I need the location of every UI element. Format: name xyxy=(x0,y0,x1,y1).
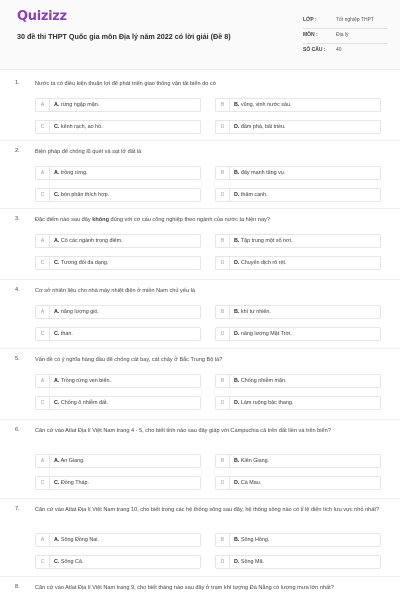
option-text xyxy=(54,328,73,340)
option-text xyxy=(234,477,261,489)
meta-row-grade xyxy=(303,14,388,29)
question-divider xyxy=(0,140,400,141)
option-value: vũng, vịnh nước sâu. xyxy=(240,102,292,108)
question-text xyxy=(35,148,385,157)
option-c[interactable] xyxy=(35,188,201,202)
option-text xyxy=(234,375,286,387)
option-value: năng lượng Mặt Trời. xyxy=(240,331,292,337)
option-b[interactable] xyxy=(215,374,381,388)
question-text-part: Căn cứ vào Atlat Địa lí Việt Nam trang 9, cho biết tháng nào sau đây ở trạm khí tượng Đà Nẵng có lượng mưa lớn nhất? xyxy=(35,585,334,591)
option-prefix: A. xyxy=(54,378,60,384)
question-number: 4. xyxy=(15,287,20,293)
option-letter-box: B xyxy=(216,534,230,546)
option-b[interactable] xyxy=(215,533,381,547)
option-prefix: B. xyxy=(234,458,240,464)
option-letter-box: C xyxy=(36,556,50,568)
question-text-part: Vấn đề có ý nghĩa hàng đầu để chống cát bay, cát chảy ở Bắc Trung Bộ là? xyxy=(35,357,223,363)
option-value: khí tự nhiên. xyxy=(240,309,271,315)
option-text xyxy=(234,235,292,247)
option-value: Tương đối đa dạng. xyxy=(60,260,109,266)
option-text xyxy=(54,167,88,179)
option-text xyxy=(234,189,268,201)
option-c[interactable] xyxy=(35,120,201,134)
option-prefix: B. xyxy=(234,170,240,176)
option-letter-box: D xyxy=(216,257,230,269)
option-value: Tập trung một số nơi. xyxy=(240,238,293,244)
option-text xyxy=(234,121,286,133)
option-d[interactable] xyxy=(215,120,381,134)
option-letter-box: B xyxy=(216,455,230,467)
option-text xyxy=(234,397,293,409)
question-number: 8. xyxy=(15,584,20,590)
option-b[interactable] xyxy=(215,305,381,319)
option-letter-box: A xyxy=(36,167,50,179)
question-divider xyxy=(0,348,400,349)
option-text xyxy=(234,328,292,340)
option-prefix: D. xyxy=(234,480,240,486)
option-letter-box: A xyxy=(36,235,50,247)
option-text xyxy=(234,455,269,467)
meta-value-grade: Tốt nghiệp THPT xyxy=(336,17,374,23)
option-text xyxy=(54,455,85,467)
option-b[interactable] xyxy=(215,98,381,112)
option-value: kênh rạch, ao hồ. xyxy=(60,124,103,130)
option-prefix: C. xyxy=(54,331,60,337)
option-text xyxy=(234,556,264,568)
question-divider xyxy=(0,208,400,209)
option-letter-box: D xyxy=(216,477,230,489)
option-value: bón phân thích hợp. xyxy=(60,192,110,198)
option-prefix: C. xyxy=(54,260,60,266)
option-prefix: C. xyxy=(54,559,60,565)
option-text xyxy=(54,121,103,133)
option-prefix: D. xyxy=(234,559,240,565)
option-letter-box: A xyxy=(36,375,50,387)
option-letter-box: A xyxy=(36,534,50,546)
question-number: 5. xyxy=(15,356,20,362)
option-value: Trồng rừng ven biển. xyxy=(60,378,111,384)
option-d[interactable] xyxy=(215,188,381,202)
option-d[interactable] xyxy=(215,396,381,410)
option-prefix: D. xyxy=(234,400,240,406)
question-text xyxy=(35,216,385,225)
option-letter-box: A xyxy=(36,306,50,318)
question-number: 2. xyxy=(15,148,20,154)
question-text-part: Căn cứ vào Atlat Địa lí Việt Nam trang 4 - 5, cho biết tỉnh nào sau đây giáp với Campuchia cả trên đất liền và trên biển? xyxy=(35,428,331,434)
option-value: Cà Mau. xyxy=(240,480,262,486)
meta-row-count xyxy=(303,44,388,59)
option-letter-box: C xyxy=(36,121,50,133)
option-d[interactable] xyxy=(215,256,381,270)
meta-row-subject xyxy=(303,29,388,44)
option-value: Chống nhiễm mặn. xyxy=(240,378,287,384)
option-letter-box: A xyxy=(36,99,50,111)
meta-label-grade: LỚP : xyxy=(303,17,317,23)
option-value: Đồng Tháp. xyxy=(60,480,89,486)
option-b[interactable] xyxy=(215,166,381,180)
question-text-part: đúng với cơ cấu công nghiệp theo ngành của nước ta hiện nay? xyxy=(109,217,270,223)
option-value: Sông Cả. xyxy=(60,559,84,565)
meta-table xyxy=(303,14,388,59)
option-value: Sông Hồng. xyxy=(240,537,270,543)
option-letter-box: D xyxy=(216,328,230,340)
question-text-part: Căn cứ vào Atlat Địa lí Việt Nam trang 10, cho biết trong các hệ thống sông sau đây, hệ thống sông nào có tỉ lệ diện tích lưu vực nhỏ nhất? xyxy=(35,507,380,513)
option-letter-box: C xyxy=(36,328,50,340)
option-prefix: A. xyxy=(54,170,60,176)
meta-label-subject: MÔN : xyxy=(303,32,318,38)
question-divider xyxy=(0,419,400,420)
option-value: rừng ngập mặn. xyxy=(60,102,100,108)
option-text xyxy=(54,189,109,201)
quizizz-logo[interactable]: Quizizz xyxy=(17,9,67,24)
question-text xyxy=(35,287,385,296)
question-divider xyxy=(0,576,400,577)
option-letter-box: D xyxy=(216,556,230,568)
option-text xyxy=(54,397,108,409)
option-letter-box: B xyxy=(216,375,230,387)
question-text-emphasis: không xyxy=(92,217,109,223)
option-value: than. xyxy=(60,331,73,337)
question-number: 1. xyxy=(15,80,20,86)
option-prefix: D. xyxy=(234,124,240,130)
document-title: 30 đề thi THPT Quốc gia môn Địa lý năm 2022 có lời giải (Đề 8) xyxy=(17,32,231,41)
option-letter-box: C xyxy=(36,257,50,269)
option-c[interactable] xyxy=(35,256,201,270)
option-prefix: B. xyxy=(234,309,240,315)
option-text xyxy=(54,556,83,568)
option-letter-box: D xyxy=(216,397,230,409)
option-text xyxy=(234,306,271,318)
question-number: 3. xyxy=(15,216,20,222)
option-prefix: A. xyxy=(54,458,60,464)
option-a[interactable] xyxy=(35,234,201,248)
question-number: 6. xyxy=(15,427,20,433)
option-value: Làm ruộng bậc thang. xyxy=(240,400,294,406)
option-b[interactable] xyxy=(215,454,381,468)
option-letter-box: D xyxy=(216,121,230,133)
option-prefix: A. xyxy=(54,102,60,108)
option-value: Sông Đồng Nai. xyxy=(60,537,99,543)
option-letter-box: B xyxy=(216,99,230,111)
question-text xyxy=(35,427,385,436)
option-text xyxy=(234,99,292,111)
option-text xyxy=(54,257,108,269)
question-text xyxy=(35,584,385,593)
question-divider xyxy=(0,498,400,499)
option-letter-box: B xyxy=(216,235,230,247)
option-prefix: B. xyxy=(234,537,240,543)
option-prefix: A. xyxy=(54,537,60,543)
option-value: năng lượng gió. xyxy=(60,309,99,315)
option-a[interactable] xyxy=(35,454,201,468)
option-value: đẩy mạnh tăng vụ. xyxy=(240,170,286,176)
option-prefix: C. xyxy=(54,192,60,198)
option-c[interactable] xyxy=(35,396,201,410)
meta-value-count: 40 xyxy=(336,47,342,53)
option-prefix: D. xyxy=(234,192,240,198)
option-letter-box: A xyxy=(36,455,50,467)
option-letter-box: D xyxy=(216,189,230,201)
option-prefix: D. xyxy=(234,260,240,266)
option-letter-box: C xyxy=(36,189,50,201)
option-text xyxy=(234,167,285,179)
option-letter-box: C xyxy=(36,397,50,409)
option-value: An Giang. xyxy=(60,458,85,464)
question-divider xyxy=(0,279,400,280)
meta-value-subject: Địa lý xyxy=(336,32,349,38)
option-prefix: B. xyxy=(234,378,240,384)
question-number: 7. xyxy=(15,506,20,512)
option-b[interactable] xyxy=(215,234,381,248)
option-text xyxy=(54,99,99,111)
meta-label-count: SỐ CÂU : xyxy=(303,47,326,53)
option-text xyxy=(54,534,99,546)
option-letter-box: B xyxy=(216,306,230,318)
option-prefix: C. xyxy=(54,124,60,130)
option-value: Sông Mã. xyxy=(240,559,264,565)
option-value: Chuyển dịch rõ rệt. xyxy=(240,260,287,266)
question-text-part: Đặc điểm nào sau đây xyxy=(35,217,93,223)
option-text xyxy=(234,257,286,269)
option-letter-box: B xyxy=(216,167,230,179)
option-a[interactable] xyxy=(35,533,201,547)
option-a[interactable] xyxy=(35,166,201,180)
option-text xyxy=(54,306,99,318)
option-value: thâm canh. xyxy=(240,192,268,198)
option-prefix: C. xyxy=(54,480,60,486)
option-c[interactable] xyxy=(35,327,201,341)
option-prefix: B. xyxy=(234,102,240,108)
option-d[interactable] xyxy=(215,476,381,490)
option-d[interactable] xyxy=(215,327,381,341)
header xyxy=(0,0,400,70)
option-a[interactable] xyxy=(35,374,201,388)
option-c[interactable] xyxy=(35,555,201,569)
option-prefix: A. xyxy=(54,238,60,244)
option-text xyxy=(54,477,89,489)
option-value: Có các ngành trọng điểm. xyxy=(60,238,123,244)
question-text xyxy=(35,356,385,365)
question-text xyxy=(35,506,385,515)
option-d[interactable] xyxy=(215,555,381,569)
question-text-part: Cơ sở nhiên liệu cho nhà máy nhiệt điện ở miền Nam chủ yếu là xyxy=(35,288,195,294)
option-value: đầm phá, bãi triều. xyxy=(240,124,286,130)
option-value: Kiên Giang. xyxy=(240,458,270,464)
option-letter-box: C xyxy=(36,477,50,489)
option-prefix: C. xyxy=(54,400,60,406)
option-value: trồng rừng. xyxy=(60,170,88,176)
question-text-part: Biện pháp để chống lũ quét và sạt lở đất là xyxy=(35,149,142,155)
option-text xyxy=(54,375,111,387)
question-text-part: Nước ta có điều kiện thuận lợi để phát triển giao thông vận tải biển do có xyxy=(35,81,216,87)
option-prefix: B. xyxy=(234,238,240,244)
option-text xyxy=(54,235,123,247)
option-prefix: D. xyxy=(234,331,240,337)
option-a[interactable] xyxy=(35,98,201,112)
option-value: Chống ô nhiễm đất. xyxy=(60,400,108,406)
option-a[interactable] xyxy=(35,305,201,319)
option-prefix: A. xyxy=(54,309,60,315)
question-text xyxy=(35,80,385,89)
option-c[interactable] xyxy=(35,476,201,490)
option-text xyxy=(234,534,269,546)
